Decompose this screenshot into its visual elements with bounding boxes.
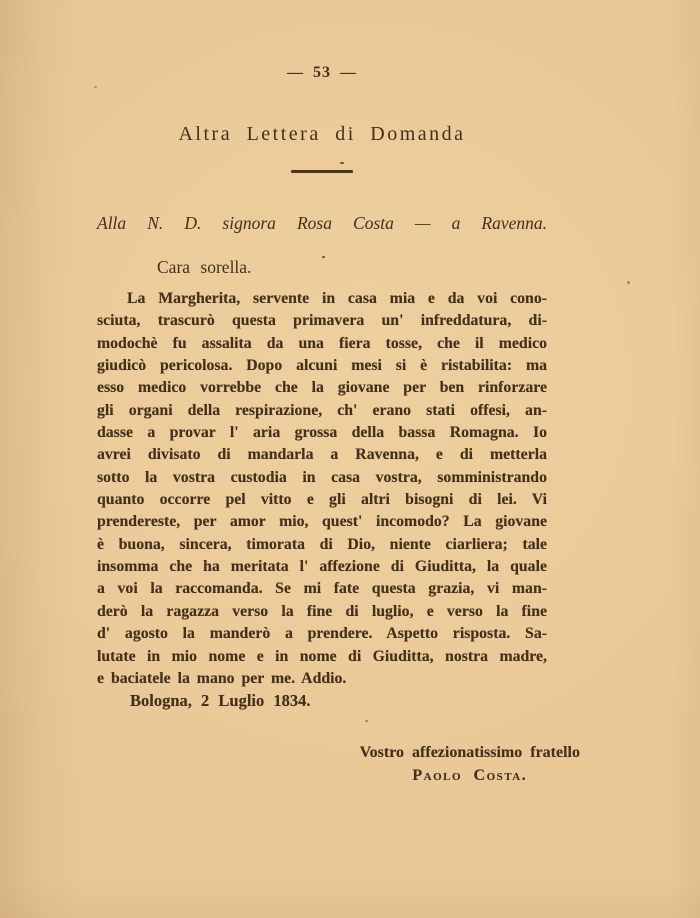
letter-body: [97, 288, 547, 690]
body-line: e baciatele la mano per me. Addio.: [97, 669, 347, 687]
body-line: quanto occorre pel vitto e gli altri bisogni di lei. Vi: [97, 491, 547, 509]
date-line: Bologna, 2 Luglio 1834.: [130, 691, 311, 710]
body-line: avrei divisato di mandarla a Ravenna, e di metterla: [97, 446, 547, 464]
body-line: La Margherita, servente in casa mia e da voi cono-: [127, 290, 547, 307]
body-line: giudicò pericolosa. Dopo alcuni mesi si è ristabilita: ma: [97, 357, 547, 375]
body-line: derò la ragazza verso la fine di luglio, e verso la fine: [97, 602, 547, 620]
ink-speck: [340, 162, 344, 164]
title-divider-rule: [291, 170, 353, 173]
body-line: esso medico vorrebbe che la giovane per ben rinforzare: [97, 379, 547, 397]
body-line: modochè fu assalita da una fiera tosse, che il medico: [97, 334, 547, 352]
body-line: sotto la vostra custodia in casa vostra, somministrando: [97, 468, 547, 486]
body-line: è buona, sincera, timorata di Dio, niente ciarliera; tale: [97, 535, 547, 553]
ink-speck: [627, 281, 630, 284]
body-line: a voi la raccomanda. Se mi fate questa grazia, vi man-: [97, 580, 547, 598]
body-line: gli organi della respirazione, ch' erano stati offesi, an-: [97, 401, 547, 419]
closing-line: Vostro affezionatissimo fratello: [359, 744, 580, 761]
body-line: sciuta, trascurò questa primavera un' infreddatura, di-: [97, 312, 547, 330]
ink-speck: [365, 720, 368, 722]
letter-title: Altra Lettera di Domanda: [178, 123, 466, 145]
greeting-line: Cara sorella.: [157, 257, 252, 277]
page-number: — 53 —: [287, 64, 357, 81]
body-line: d' agosto la manderò a prendere. Aspetto risposta. Sa-: [97, 625, 547, 643]
body-line: lutate in mio nome e in nome di Giuditta, nostra madre,: [97, 647, 547, 665]
ink-speck: [94, 86, 97, 88]
body-line: dasse a provar l' aria grossa della bassa Romagna. Io: [97, 424, 547, 442]
ink-speck: [322, 256, 325, 258]
body-line: prendereste, per amor mio, quest' incomodo? La giovane: [97, 513, 547, 531]
signature-name: Paolo Costa.: [412, 767, 528, 784]
signature-block: [360, 742, 580, 787]
body-line: insomma che ha meritata l' affezione di Giuditta, la quale: [97, 558, 547, 576]
address-line: Alla N. D. signora Rosa Costa — a Ravenna.: [97, 213, 547, 233]
